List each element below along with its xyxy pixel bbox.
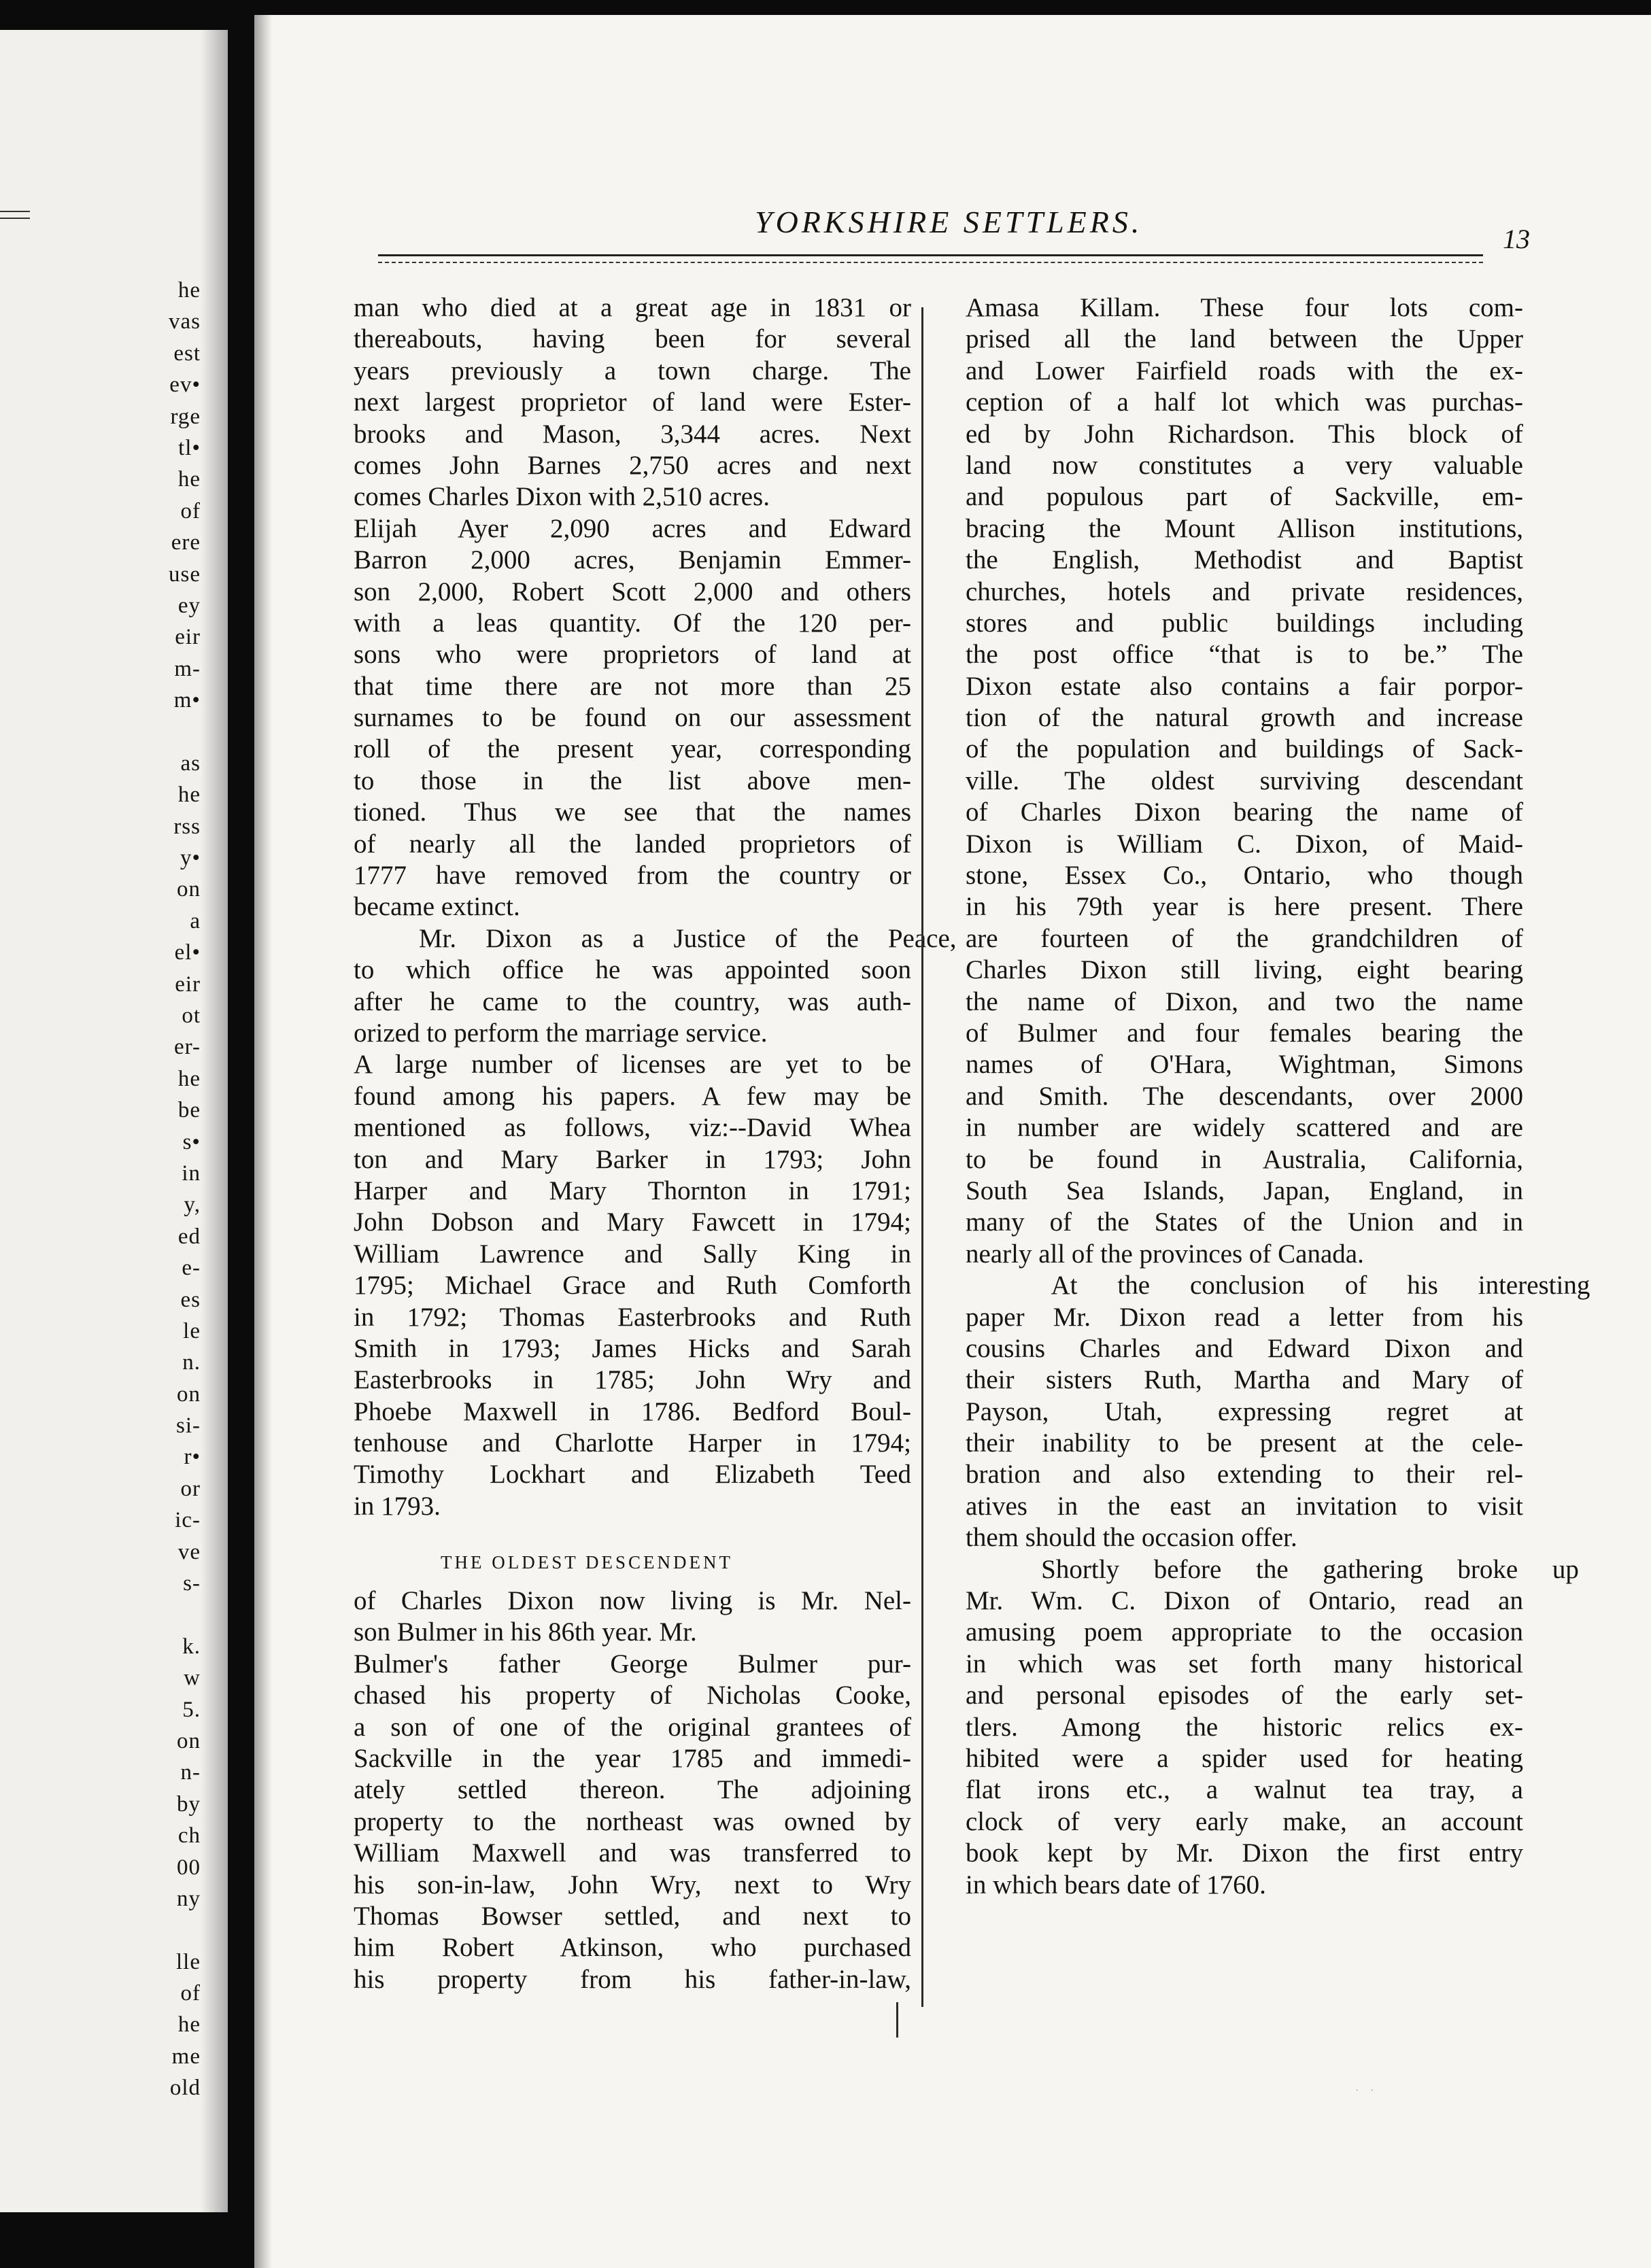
previous-page-line: ere: [171, 530, 201, 555]
section-heading: THE OLDEST DESCENDENT: [441, 1552, 733, 1573]
text-line: surnames to be found on our assessment: [354, 703, 911, 733]
previous-page-line: le: [183, 1318, 201, 1343]
previous-page-line-endings: [169, 275, 201, 2104]
text-line: bration and also extending to their rel-: [966, 1460, 1523, 1490]
text-line: their inability to be present at the cele-: [966, 1428, 1523, 1458]
previous-page-line: [169, 1599, 201, 1630]
text-line: in which was set forth many historical: [966, 1649, 1523, 1679]
text-line: Amasa Killam. These four lots com-: [966, 293, 1523, 322]
text-line: his son-in-law, John Wry, next to Wry: [354, 1870, 911, 1900]
text-line: tion of the natural growth and increase: [966, 703, 1523, 733]
text-line: Bulmer's father George Bulmer pur-: [354, 1649, 911, 1679]
text-line: Dixon is William C. Dixon, of Maid-: [966, 829, 1523, 859]
text-line: nearly all of the provinces of Canada.: [966, 1239, 1364, 1269]
text-line: bracing the Mount Allison institutions,: [966, 513, 1523, 543]
text-line: William Lawrence and Sally King in: [354, 1239, 911, 1269]
text-line: to those in the list above men-: [354, 766, 911, 795]
print-specks: · ·: [1356, 2087, 1379, 2095]
text-line: Smith in 1793; James Hicks and Sarah: [354, 1333, 911, 1363]
text-line: amusing poem appropriate to the occasion: [966, 1617, 1523, 1647]
previous-page-line: in: [182, 1161, 201, 1186]
text-line: the English, Methodist and Baptist: [966, 545, 1523, 575]
text-line: Mr. Dixon as a Justice of the Peace,: [354, 923, 957, 953]
text-line: their sisters Ruth, Martha and Mary of: [966, 1365, 1523, 1395]
text-line: after he came to the country, was auth-: [354, 986, 911, 1016]
previous-page-line: 5.: [182, 1697, 201, 1722]
text-line: William Maxwell and was transferred to: [354, 1838, 911, 1868]
text-line: thereabouts, having been for several: [354, 324, 911, 354]
previous-page-rule: [0, 211, 30, 212]
previous-page-line: of: [180, 498, 201, 523]
text-line: cousins Charles and Edward Dixon and: [966, 1333, 1523, 1363]
binding-shadow: [254, 15, 272, 2268]
text-line: churches, hotels and private residences,: [966, 577, 1523, 606]
left-column-text: [354, 292, 957, 1522]
text-line: the name of Dixon, and two the name: [966, 986, 1523, 1016]
text-line: Charles Dixon still living, eight bearing: [966, 955, 1523, 985]
text-line: paper Mr. Dixon read a letter from his: [966, 1302, 1523, 1332]
previous-page-line: a: [190, 908, 201, 933]
text-line: in 1792; Thomas Easterbrooks and Ruth: [354, 1302, 911, 1332]
text-line: flat irons etc., a walnut tea tray, a: [966, 1775, 1523, 1805]
previous-page-rule: [0, 218, 30, 219]
column-rule-tail: [896, 2002, 898, 2038]
text-line: of the population and buildings of Sack-: [966, 734, 1523, 764]
previous-page-line: he: [177, 2012, 201, 2038]
text-line: of Bulmer and four females bearing the: [966, 1018, 1523, 1048]
previous-page-line: m-: [174, 656, 201, 681]
text-line: Sackville in the year 1785 and immedi-: [354, 1743, 911, 1773]
text-line: in 1793.: [354, 1491, 441, 1521]
text-line: that time there are not more than 25: [354, 671, 911, 701]
previous-page-line: on: [177, 1728, 201, 1753]
text-line: tlers. Among the historic relics ex-: [966, 1712, 1523, 1742]
header-rule-dashed: [378, 262, 1483, 263]
text-line: are fourteen of the grandchildren of: [966, 923, 1523, 953]
previous-page-line: ot: [182, 1003, 201, 1028]
text-line: South Sea Islands, Japan, England, in: [966, 1175, 1523, 1205]
text-line: hibited were a spider used for heating: [966, 1743, 1523, 1773]
previous-page-line: y,: [184, 1192, 201, 1218]
previous-page-line: ic-: [175, 1508, 201, 1533]
text-line: Mr. Wm. C. Dixon of Ontario, read an: [966, 1586, 1523, 1616]
text-line: Phoebe Maxwell in 1786. Bedford Boul-: [354, 1396, 911, 1426]
previous-page-line: e-: [182, 1256, 201, 1281]
text-line: Harper and Mary Thornton in 1791;: [354, 1175, 911, 1205]
text-line: with a leas quantity. Of the 120 per-: [354, 608, 911, 638]
previous-page-line: of: [180, 1981, 201, 2006]
text-line: Payson, Utah, expressing regret at: [966, 1396, 1523, 1426]
previous-page-line: si-: [176, 1413, 201, 1439]
gutter-shadow: [201, 30, 228, 2212]
text-line: a son of one of the original grantees of: [354, 1712, 911, 1742]
text-line: chased his property of Nicholas Cooke,: [354, 1681, 911, 1711]
previous-page-line: k.: [182, 1634, 201, 1659]
text-line: ville. The oldest surviving descendant: [966, 766, 1523, 795]
text-line: brooks and Mason, 3,344 acres. Next: [354, 419, 911, 449]
text-line: roll of the present year, corresponding: [354, 734, 911, 764]
previous-page-line: be: [177, 1098, 201, 1123]
text-line: son 2,000, Robert Scott 2,000 and others: [354, 577, 911, 606]
text-line: Easterbrooks in 1785; John Wry and: [354, 1365, 911, 1395]
text-line: ately settled thereon. The adjoining: [354, 1775, 911, 1805]
previous-page-line: he: [177, 1066, 201, 1091]
previous-page-line: eir: [175, 972, 201, 997]
previous-page-line: as: [180, 751, 201, 776]
previous-page-line: [169, 716, 201, 747]
text-line: in number are widely scattered and are: [966, 1113, 1523, 1143]
text-line: years previously a town charge. The: [354, 356, 911, 385]
previous-page-line: on: [177, 877, 201, 902]
previous-page-line: old: [169, 2076, 201, 2101]
text-line: his property from his father-in-law,: [354, 1964, 911, 1994]
previous-page-line: on: [177, 1381, 201, 1407]
previous-page-line: r•: [184, 1445, 201, 1470]
text-line: sons who were proprietors of land at: [354, 640, 911, 670]
previous-page-edge: [0, 30, 228, 2212]
text-line: stone, Essex Co., Ontario, who though: [966, 861, 1523, 891]
previous-page-line: ey: [177, 593, 201, 618]
text-line: orized to perform the marriage service.: [354, 1018, 768, 1048]
text-line: ton and Mary Barker in 1793; John: [354, 1144, 911, 1174]
previous-page-line: rge: [170, 404, 201, 429]
text-line: 1777 have removed from the country or: [354, 861, 911, 891]
previous-page-line: ed: [177, 1224, 201, 1249]
text-line: found among his papers. A few may be: [354, 1081, 911, 1111]
previous-page-line: by: [177, 1791, 201, 1817]
page-number: 13: [1503, 224, 1530, 254]
text-line: man who died at a great age in 1831 or: [354, 293, 911, 322]
previous-page-line: or: [180, 1476, 201, 1501]
previous-page-line: w: [184, 1666, 201, 1691]
previous-page-line: ny: [177, 1886, 201, 1911]
text-line: property to the northeast was owned by: [354, 1806, 911, 1836]
previous-page-line: ve: [177, 1539, 201, 1564]
previous-page-line: m•: [173, 688, 201, 713]
text-line: 1795; Michael Grace and Ruth Comforth: [354, 1271, 911, 1301]
text-line: prised all the land between the Upper: [966, 324, 1523, 354]
text-line: of Charles Dixon now living is Mr. Nel-: [354, 1586, 911, 1615]
previous-page-line: tl•: [178, 435, 201, 460]
text-line: and Smith. The descendants, over 2000: [966, 1081, 1523, 1111]
text-line: Elijah Ayer 2,090 acres and Edward: [354, 513, 911, 543]
text-line: A large number of licenses are yet to be: [354, 1050, 911, 1080]
previous-page-line: use: [169, 562, 201, 587]
text-line: tioned. Thus we see that the names: [354, 797, 911, 827]
previous-page-line: ch: [177, 1823, 201, 1849]
text-line: land now constitutes a very valuable: [966, 450, 1523, 480]
previous-page-line: eir: [175, 625, 201, 650]
text-line: Barron 2,000 acres, Benjamin Emmer-: [354, 545, 911, 575]
text-line: to be found in Australia, California,: [966, 1144, 1523, 1174]
previous-page-line: s•: [182, 1129, 201, 1154]
text-line: Timothy Lockhart and Elizabeth Teed: [354, 1460, 911, 1490]
text-line: book kept by Mr. Dixon the first entry: [966, 1838, 1523, 1868]
previous-page-line: es: [180, 1287, 201, 1312]
text-line: names of O'Hara, Wightman, Simons: [966, 1050, 1523, 1080]
previous-page-line: y•: [180, 846, 201, 871]
previous-page-line: he: [177, 278, 201, 303]
right-column-text: [966, 292, 1590, 1901]
text-line: and populous part of Sackville, em-: [966, 482, 1523, 512]
header-rule: [378, 254, 1483, 256]
text-line: and Lower Fairfield roads with the ex-: [966, 356, 1523, 385]
text-line: clock of very early make, an account: [966, 1806, 1523, 1836]
text-line: became extinct.: [354, 892, 520, 922]
previous-page-line: 00: [177, 1855, 201, 1880]
previous-page-line: vas: [169, 309, 201, 334]
text-line: the post office “that is to be.” The: [966, 640, 1523, 670]
previous-page-line: me: [171, 2044, 201, 2069]
text-line: them should the occasion offer.: [966, 1523, 1297, 1553]
text-line: of Charles Dixon bearing the name of: [966, 797, 1523, 827]
text-line: Thomas Bowser settled, and next to: [354, 1901, 911, 1931]
text-line: At the conclusion of his interesting: [966, 1271, 1590, 1301]
column-rule: [921, 307, 923, 2007]
previous-page-line: s-: [183, 1571, 201, 1596]
previous-page-line: [169, 1914, 201, 1946]
previous-page-line: n-: [180, 1760, 201, 1785]
previous-page-line: er-: [174, 1035, 201, 1060]
previous-page-line: est: [173, 341, 201, 366]
previous-page-line: rss: [173, 814, 201, 839]
text-line: ception of a half lot which was purchas-: [966, 388, 1523, 417]
text-line: of nearly all the landed proprietors of: [354, 829, 911, 859]
text-line: tenhouse and Charlotte Harper in 1794;: [354, 1428, 911, 1458]
text-line: son Bulmer in his 86th year. Mr.: [354, 1617, 697, 1647]
text-line: him Robert Atkinson, who purchased: [354, 1933, 911, 1963]
previous-page-line: lle: [176, 1949, 201, 1974]
text-line: atives in the east an invitation to visit: [966, 1491, 1523, 1521]
text-line: to which office he was appointed soon: [354, 955, 911, 985]
running-head: YORKSHIRE SETTLERS.: [755, 205, 1143, 239]
text-line: and personal episodes of the early set-: [966, 1681, 1523, 1711]
text-line: next largest proprietor of land were Ester-: [354, 388, 911, 417]
text-line: Dixon estate also contains a fair porpor-: [966, 671, 1523, 701]
text-line: stores and public buildings including: [966, 608, 1523, 638]
previous-page-line: he: [177, 783, 201, 808]
text-line: in his 79th year is here present. There: [966, 892, 1523, 922]
text-line: ed by John Richardson. This block of: [966, 419, 1523, 449]
previous-page-line: he: [177, 467, 201, 492]
previous-page-line: el•: [174, 940, 201, 965]
text-line: in which bears date of 1760.: [966, 1870, 1266, 1900]
text-line: mentioned as follows, viz:--David Whea: [354, 1113, 911, 1143]
text-line: John Dobson and Mary Fawcett in 1794;: [354, 1207, 911, 1237]
text-line: comes Charles Dixon with 2,510 acres.: [354, 482, 770, 512]
previous-page-line: n.: [182, 1350, 201, 1375]
left-column-section-text: [354, 1585, 911, 1995]
text-line: comes John Barnes 2,750 acres and next: [354, 450, 911, 480]
previous-page-line: ev•: [169, 373, 201, 398]
text-line: many of the States of the Union and in: [966, 1207, 1523, 1237]
text-line: Shortly before the gathering broke up: [966, 1554, 1579, 1584]
